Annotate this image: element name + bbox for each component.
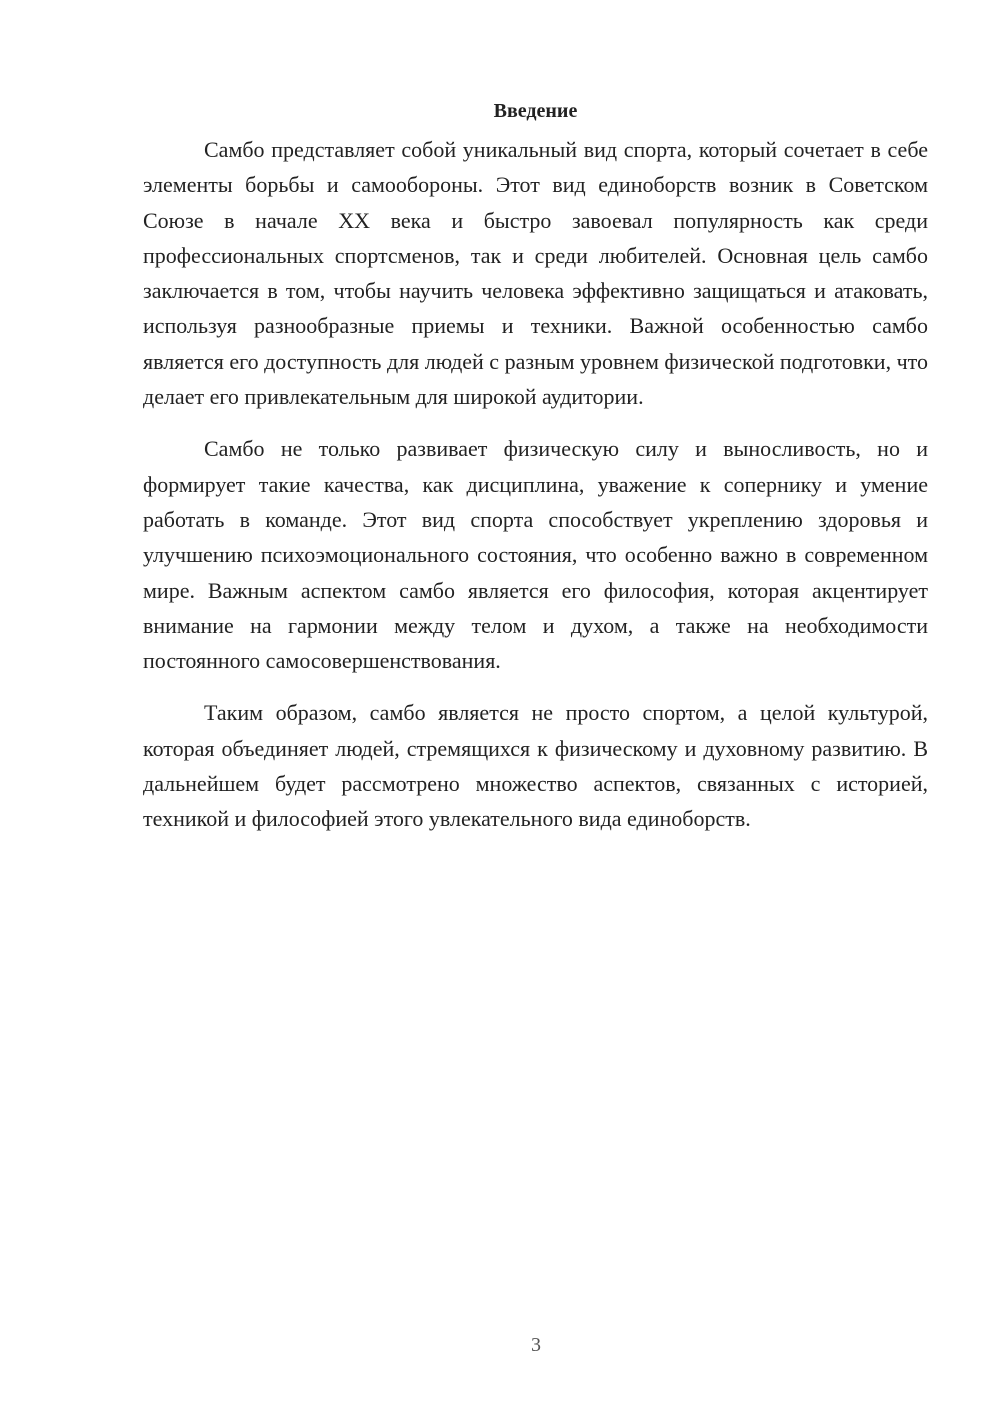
page-number: 3 [531,1334,541,1356]
paragraph-2: Самбо не только развивает физическую силу и выносливость, но и формирует такие качества, как дисциплина, уважение к сопернику и умение работать в команде. Этот вид спорта способствует укреплению здоровья и улучшению психоэмоционального состояния, что особенно важно в современном мире. Важным аспектом самбо является его философия, которая акцентирует внимание на гармонии между телом и духом, а также на необходимости постоянного самосовершенствования. [143,436,928,674]
page-content [143,96,928,854]
section-title: Введение [493,100,578,122]
paragraph-1: Самбо представляет собой уникальный вид спорта, который сочетает в себе элементы борьбы и самообороны. Этот вид единоборств возник в Советском Союзе в начале XX века и быстро завоевал популярность как среди профессиональных спортсменов, так и среди любителей. Основная цель самбо заключается в том, чтобы научить человека эффективно защищаться и атаковать, используя разнообразные приемы и техники. Важной особенностью самбо является его доступность для людей с разным уровнем физической подготовки, что делает его привлекательным для широкой аудитории. [143,137,928,410]
paragraph-3: Таким образом, самбо является не просто спортом, а целой культурой, которая объединяет людей, стремящихся к физическому и духовному развитию. В дальнейшем будет рассмотрено множество аспектов, связанных с историей, техникой и философией этого увлекательного вида единоборств. [143,700,928,832]
